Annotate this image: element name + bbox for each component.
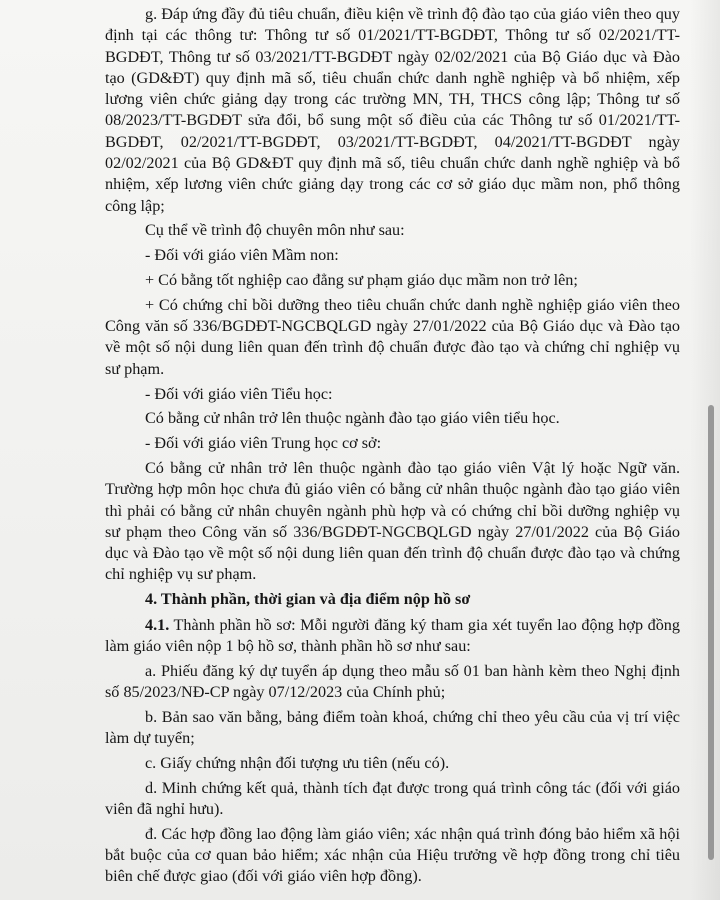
paragraph-qualification-intro: Cụ thể về trình độ chuyên môn như sau: [145, 221, 405, 240]
vertical-scrollbar[interactable] [708, 405, 714, 860]
subsection-text: Thành phần hồ sơ: Mỗi người đăng ký tham gia xét tuyển lao động hợp đồng làm giáo viên nộp 1 bộ hồ sơ, thành phần hồ sơ như sau: [105, 615, 680, 655]
subsection-4-1 [105, 615, 680, 658]
paragraph-secondary-heading: - Đối với giáo viên Trung học cơ sở: [145, 434, 382, 453]
paragraph-preschool-degree: + Có bằng tốt nghiệp cao đẳng sư phạm giáo dục mầm non trở lên; [145, 271, 578, 290]
list-item-b: b. Bản sao văn bằng, bảng điểm toàn khoá, chứng chỉ theo yêu cầu của vị trí việc làm dự tuyển; [105, 707, 680, 747]
paragraph-preschool-certificate: + Có chứng chỉ bồi dưỡng theo tiêu chuẩn chức danh nghề nghiệp giáo viên theo Công văn số 336/BGDĐT-NGCBQLGD ngày 27/01/2022 của Bộ Giáo dục và Đào tạo về một số nội dung liên quan đến trình độ chuẩn được đào tạo và chứng chỉ nghiệp vụ sư phạm. [105, 295, 680, 378]
list-item-dd: đ. Các hợp đồng lao động làm giáo viên; xác nhận quá trình đóng bảo hiểm xã hội bắt buộc của cơ quan bảo hiểm; xác nhận của Hiệu trưởng về hợp đồng trong chỉ tiêu biên chế được giao (đối với giáo viên hợp đồng). [105, 824, 680, 886]
paragraph-primary-degree: Có bằng cử nhân trở lên thuộc ngành đào tạo giáo viên tiểu học. [145, 409, 560, 428]
list-item-c: c. Giấy chứng nhận đối tượng ưu tiên (nếu có). [145, 753, 450, 772]
section-heading: 4. Thành phần, thời gian và địa điểm nộp hồ sơ [145, 590, 471, 609]
page-edge-shadow [690, 0, 720, 900]
paragraph-secondary-degree: Có bằng cử nhân trở lên thuộc ngành đào tạo giáo viên Vật lý hoặc Ngữ văn. Trường hợp môn học chưa đủ giáo viên có bằng cử nhân thuộc ngành đào tạo giáo viên thì phải có bằng cử nhân chuyên ngành phù hợp và có chứng chỉ bồi dưỡng nghiệp vụ sư phạm theo Công văn số 336/BGDĐT-NGCBQLGD ngày 27/01/2022 của Bộ Giáo dục và Đào tạo về một số nội dung liên quan đến trình độ chuẩn được đào tạo và chứng chỉ nghiệp vụ sư phạm. [105, 458, 680, 584]
list-item-d: d. Minh chứng kết quả, thành tích đạt được trong quá trình công tác (đối với giáo viên đã nghỉ hưu). [105, 778, 680, 818]
subsection-number: 4.1. [145, 615, 170, 634]
paragraph-primary-heading: - Đối với giáo viên Tiểu học: [145, 384, 333, 403]
document-body [105, 4, 680, 891]
list-item-a: a. Phiếu đăng ký dự tuyển áp dụng theo mẫu số 01 ban hành kèm theo Nghị định số 85/2023/NĐ-CP ngày 07/12/2023 của Chính phủ; [105, 661, 680, 701]
paragraph-preschool-heading: - Đối với giáo viên Mầm non: [145, 246, 339, 265]
paragraph-g: g. Đáp ứng đầy đủ tiêu chuẩn, điều kiện về trình độ đào tạo của giáo viên theo quy định tại các thông tư: Thông tư số 01/2021/TT-BGDĐT, Thông tư số 02/2021/TT-BGDĐT, Thông tư số 03/2021/TT-BGDĐT ngày 02/02/2021 của Bộ Giáo dục và Đào tạo (GD&ĐT) quy định mã số, tiêu chuẩn chức danh nghề nghiệp và bổ nhiệm, xếp lương viên chức giảng dạy trong các trường MN, TH, THCS công lập; Thông tư số 08/2023/TT-BGDĐT sửa đổi, bổ sung một số điều của các Thông tư số 01/2021/TT-BGDĐT, 02/2021/TT-BGDĐT, 03/2021/TT-BGDĐT, 04/2021/TT-BGDĐT ngày 02/02/2021 của Bộ GD&ĐT quy định mã số, tiêu chuẩn chức danh nghề nghiệp và bổ nhiệm, xếp lương viên chức giảng dạy trong các cơ sở giáo dục mầm non, phổ thông công lập; [105, 5, 680, 215]
